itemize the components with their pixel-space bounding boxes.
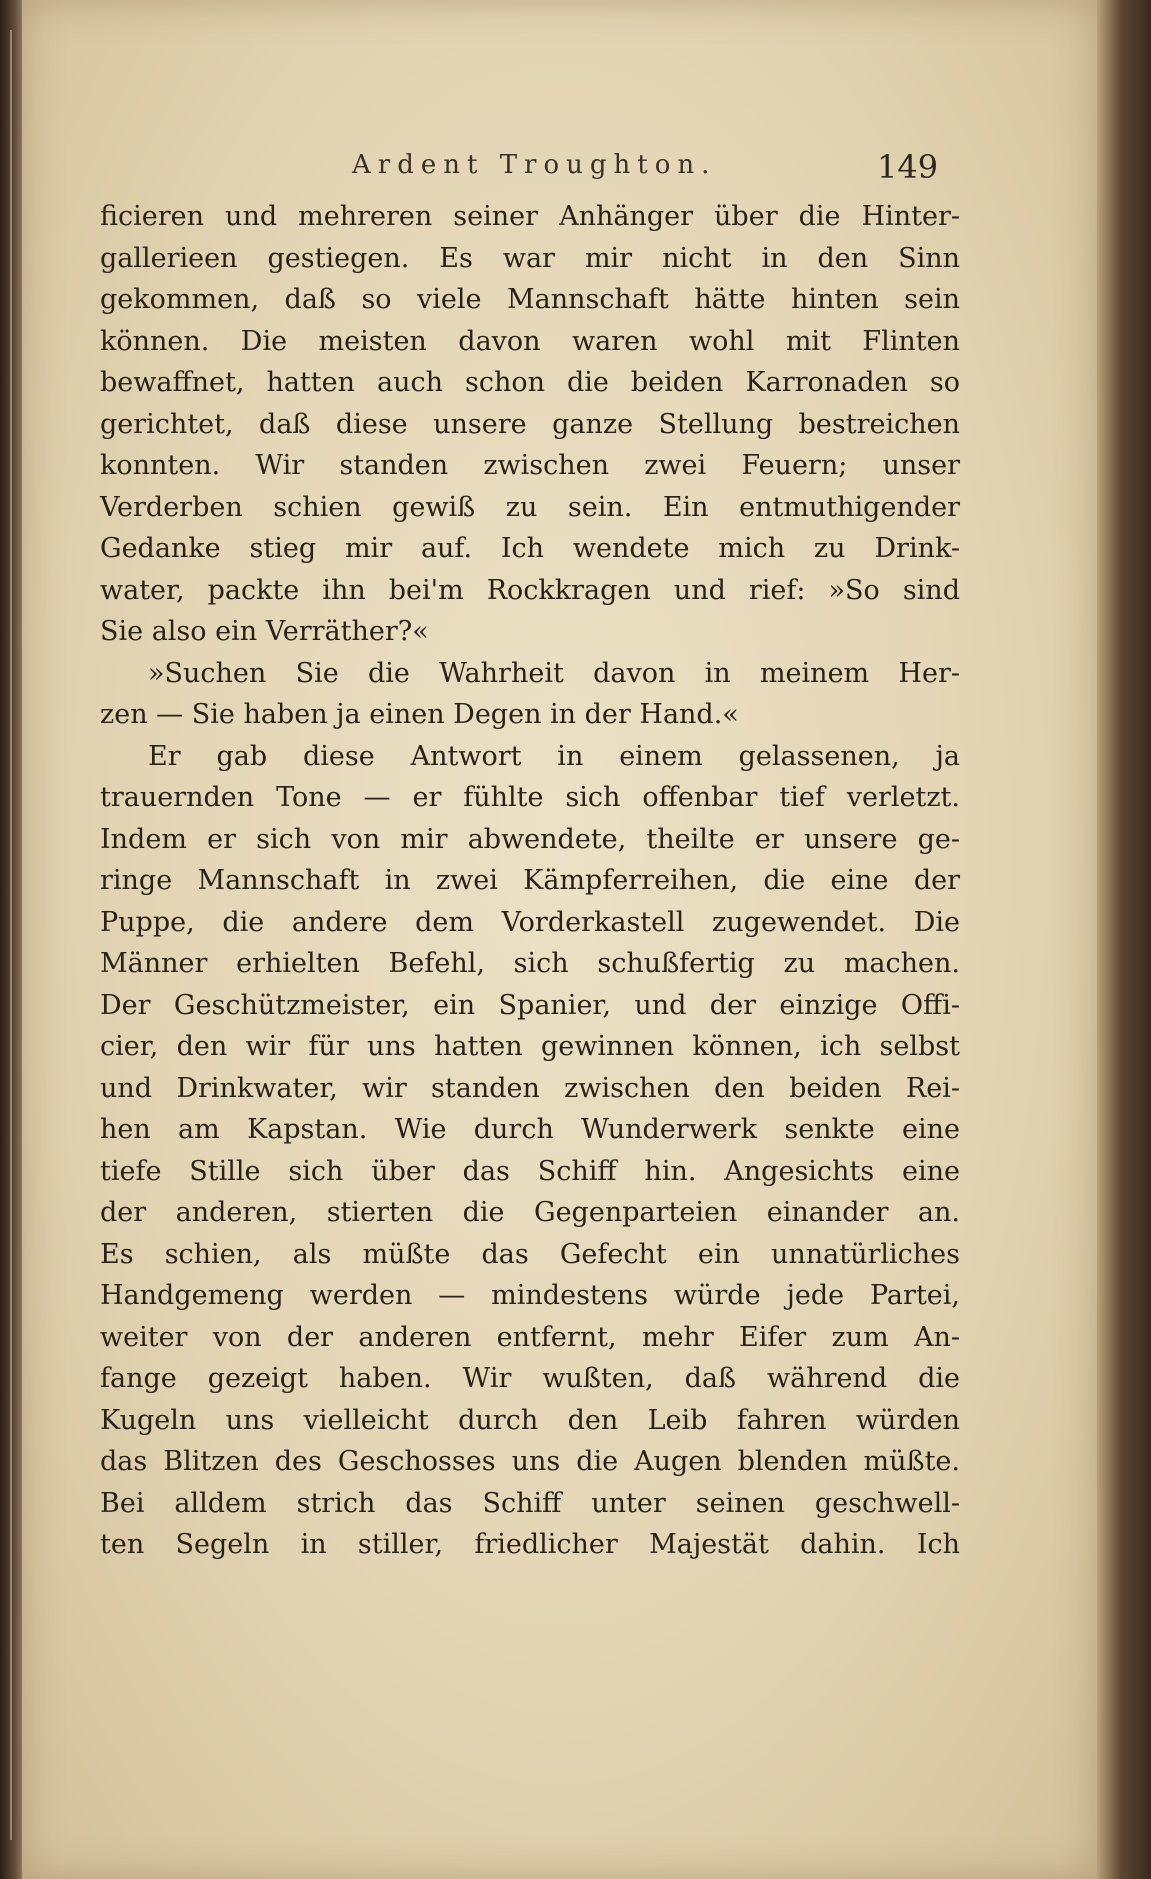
text-line: gerichtet, daß diese unsere ganze Stellung bestreichen [100,408,960,440]
page-number: 149 [877,148,939,186]
text-line: gekommen, daß so viele Mannschaft hätte hinten sein [100,284,960,315]
text-line: ficieren und mehreren seiner Anhänger über die Hinter- [100,201,960,232]
text-line: weiter von der anderen entfernt, mehr Eifer zum An- [100,1321,960,1353]
running-title: Ardent Troughton. [352,150,717,180]
text-line: können. Die meisten davon waren wohl mit Flinten [100,325,960,357]
text-line: konnten. Wir standen zwischen zwei Feuern; unser [100,450,960,481]
text-line: zen — Sie haben ja einen Degen in der Hand.« [100,699,739,730]
page-stack-edge [1097,0,1151,1879]
text-line: Handgemeng werden — mindestens würde jede Partei, [100,1280,960,1311]
page-header [22,148,1097,188]
text-line: Gedanke stieg mir auf. Ich wendete mich zu Drink- [100,533,960,564]
text-line: ringe Mannschaft in zwei Kämpferreihen, die eine der [100,865,960,896]
text-line: Kugeln uns vielleicht durch den Leib fahren würden [100,1404,960,1436]
text-line: water, packte ihn bei'm Rockkragen und rief: »So sind [100,574,960,606]
text-line: das Blitzen des Geschosses uns die Augen blenden müßte. [100,1446,960,1477]
text-line: hen am Kapstan. Wie durch Wunderwerk senkte eine [100,1114,960,1145]
body-text [100,196,960,1566]
text-line: Er gab diese Antwort in einem gelassenen, ja [148,740,960,772]
text-line: gallerieen gestiegen. Es war mir nicht in den Sinn [100,242,960,274]
text-line: bewaffnet, hatten auch schon die beiden Karronaden so [100,367,960,398]
text-line: Männer erhielten Befehl, sich schußfertig zu machen. [100,948,960,979]
book-binding [0,0,22,1879]
text-line: tiefe Stille sich über das Schiff hin. Angesichts eine [100,1155,960,1187]
text-line: Bei alldem strich das Schiff unter seinen geschwell- [100,1487,960,1519]
text-line: und Drinkwater, wir standen zwischen den beiden Rei- [100,1072,960,1104]
text-line: Der Geschützmeister, ein Spanier, und der einzige Offi- [100,989,960,1021]
text-line: Puppe, die andere dem Vorderkastell zugewendet. Die [100,906,960,938]
text-line: trauernden Tone — er fühlte sich offenbar tief verletzt. [100,782,960,813]
text-line: der anderen, stierten die Gegenparteien einander an. [100,1197,960,1228]
text-line: »Suchen Sie die Wahrheit davon in meinem Her- [148,657,960,689]
text-line: Verderben schien gewiß zu sein. Ein entmuthigender [100,491,960,523]
text-line: ten Segeln in stiller, friedlicher Majestät dahin. Ich [100,1529,960,1560]
text-line: cier, den wir für uns hatten gewinnen können, ich selbst [100,1031,960,1062]
text-line: fange gezeigt haben. Wir wußten, daß während die [100,1363,960,1394]
text-line: Es schien, als müßte das Gefecht ein unnatürliches [100,1238,960,1270]
text-line: Sie also ein Verräther?« [100,616,429,647]
text-line: Indem er sich von mir abwendete, theilte er unsere ge- [100,823,960,855]
